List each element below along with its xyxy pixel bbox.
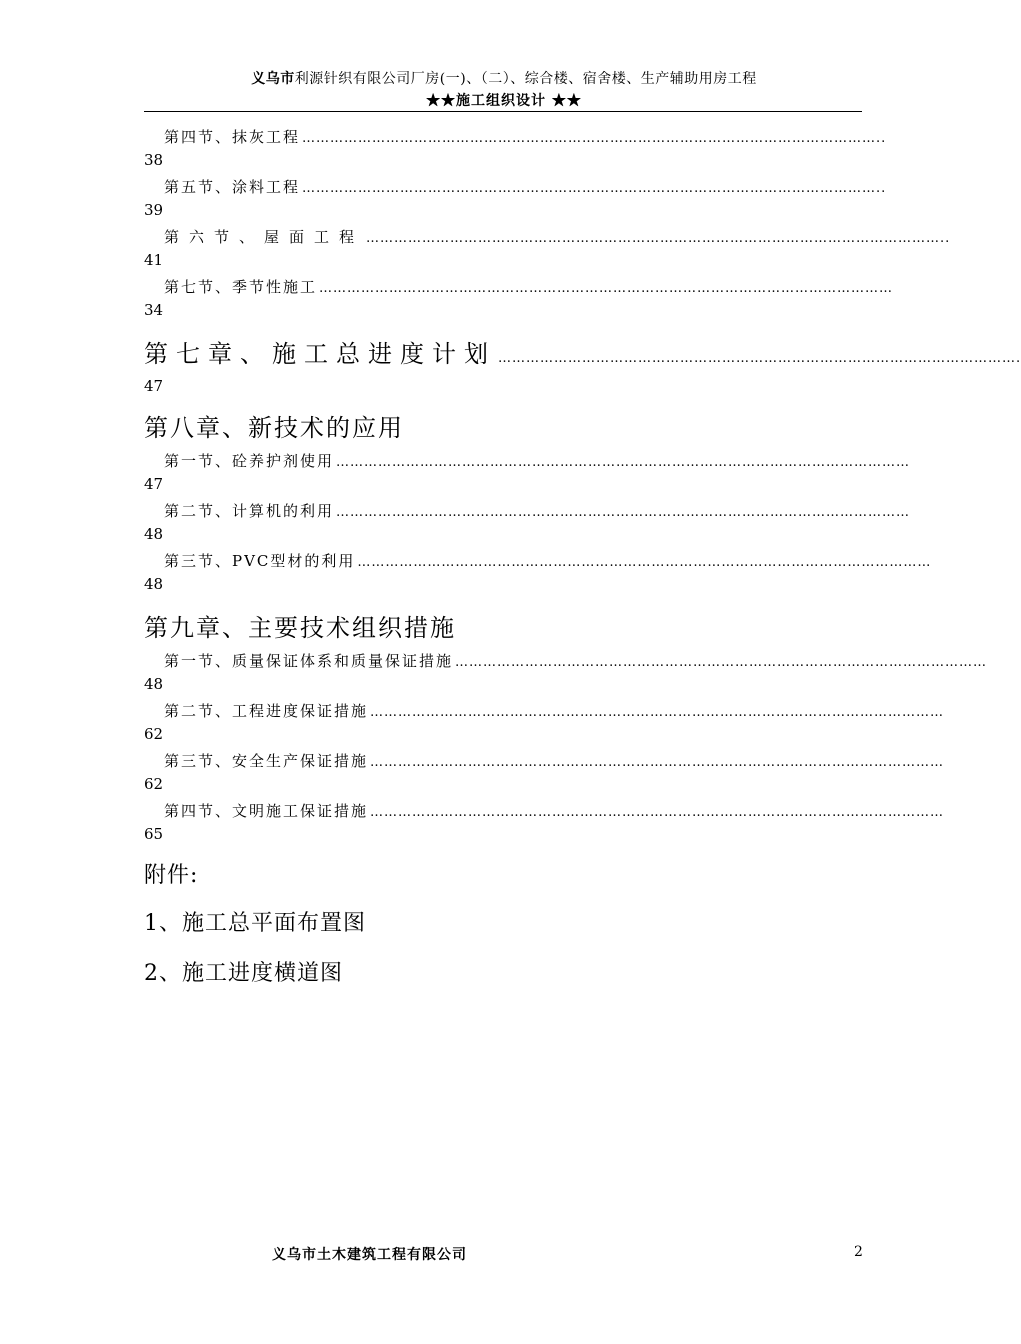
toc-page-number: 62 — [144, 725, 164, 743]
header-title-rest: 利源针织有限公司厂房(一)、（二）、综合楼、宿舍楼、生产辅助用房工程 — [294, 71, 757, 87]
toc-page-number: 34 — [144, 301, 164, 319]
toc-label: 第七节、季节性施工 — [164, 278, 318, 296]
toc-page-number: 48 — [144, 575, 164, 593]
toc-leader-dots: …………………………………………………………………………………………………………….. — [366, 231, 951, 246]
toc-page-number: 48 — [144, 675, 164, 693]
toc-entry-section[interactable] — [144, 450, 911, 493]
toc-leader-dots: …………………………………………………………………………………………………………… — [336, 505, 911, 520]
toc-label: 第一节、砼养护剂使用 — [164, 452, 335, 470]
toc-page-number: 48 — [144, 525, 164, 543]
toc-chapter-label: 第九章、主要技术组织措施 — [144, 614, 456, 642]
toc-leader-dots: …………………………………………………………………………………………………………… — [370, 805, 945, 820]
footer-page-number: 2 — [854, 1244, 863, 1260]
toc-entry-section[interactable] — [144, 800, 945, 843]
toc-page-number: 47 — [144, 475, 164, 493]
toc-entry-section[interactable] — [144, 176, 887, 219]
toc-label: 第二节、计算机的利用 — [164, 502, 335, 520]
toc-label: 第二节、工程进度保证措施 — [164, 702, 369, 720]
toc-leader-dots: …………………………………………………………………………………………………………….. — [302, 131, 887, 146]
toc-entry-section[interactable] — [144, 700, 945, 743]
toc-label: 第五节、涂料工程 — [164, 178, 301, 196]
toc-leader-dots: …………………………………………………………………………………………………………… — [357, 555, 932, 570]
toc-label: 第六节、屋面工程 — [164, 228, 365, 246]
toc-label: 第三节、PVC型材的利用 — [164, 552, 356, 570]
footer-company: 义乌市土木建筑工程有限公司 — [272, 1247, 467, 1263]
toc-entry-section[interactable] — [144, 126, 887, 169]
attachments-heading: 附件: — [144, 863, 199, 888]
toc-chapter-label: 第八章、新技术的应用 — [144, 414, 404, 442]
toc-entry-section[interactable] — [144, 550, 932, 593]
toc-page-number: 38 — [144, 151, 164, 169]
attachment-item[interactable]: 1、施工总平面布置图 — [144, 911, 366, 936]
header-divider — [144, 111, 862, 112]
toc-label: 第三节、安全生产保证措施 — [164, 752, 369, 770]
toc-leader-dots: …………………………………………………………………………………………………… — [455, 655, 988, 670]
header-title — [144, 68, 864, 88]
toc-entry-chapter[interactable] — [144, 334, 1021, 395]
header-title-bold: 义乌市 — [251, 71, 295, 87]
toc-label: 第四节、抹灰工程 — [164, 128, 301, 146]
toc-entry-section[interactable] — [144, 750, 945, 793]
toc-page-number: 62 — [144, 775, 164, 793]
toc-leader-dots: …………………………………………………………………………………………………………….. — [302, 181, 887, 196]
toc-entry-section[interactable] — [144, 650, 988, 693]
toc-page-number: 41 — [144, 251, 164, 269]
toc-leader-dots: …………………………………………………………………………………………………………… — [370, 705, 945, 720]
toc-label: 第四节、文明施工保证措施 — [164, 802, 369, 820]
attachment-item[interactable]: 2、施工进度横道图 — [144, 961, 343, 986]
toc-page-number: 47 — [144, 377, 164, 395]
toc-page-number: 39 — [144, 201, 164, 219]
toc-entry-chapter[interactable] — [144, 408, 862, 443]
toc-entry-section[interactable] — [144, 226, 951, 269]
toc-leader-dots: …………………………………………………………………………………………………………… — [336, 455, 911, 470]
toc-label: 第一节、质量保证体系和质量保证措施 — [164, 652, 454, 670]
toc-leader-dots: …………………………………………………………………………………………………. — [498, 351, 1021, 366]
toc-page-number: 65 — [144, 825, 164, 843]
toc-leader-dots: …………………………………………………………………………………………………………… — [319, 281, 894, 296]
header-subtitle: ★★施工组织设计 ★★ — [426, 93, 582, 109]
toc-entry-chapter[interactable] — [144, 608, 862, 643]
toc-entry-section[interactable] — [144, 276, 894, 319]
toc-entry-section[interactable] — [144, 500, 911, 543]
toc-leader-dots: …………………………………………………………………………………………………………… — [370, 755, 945, 770]
toc-chapter-label: 第七章、施工总进度计划 — [144, 340, 496, 368]
